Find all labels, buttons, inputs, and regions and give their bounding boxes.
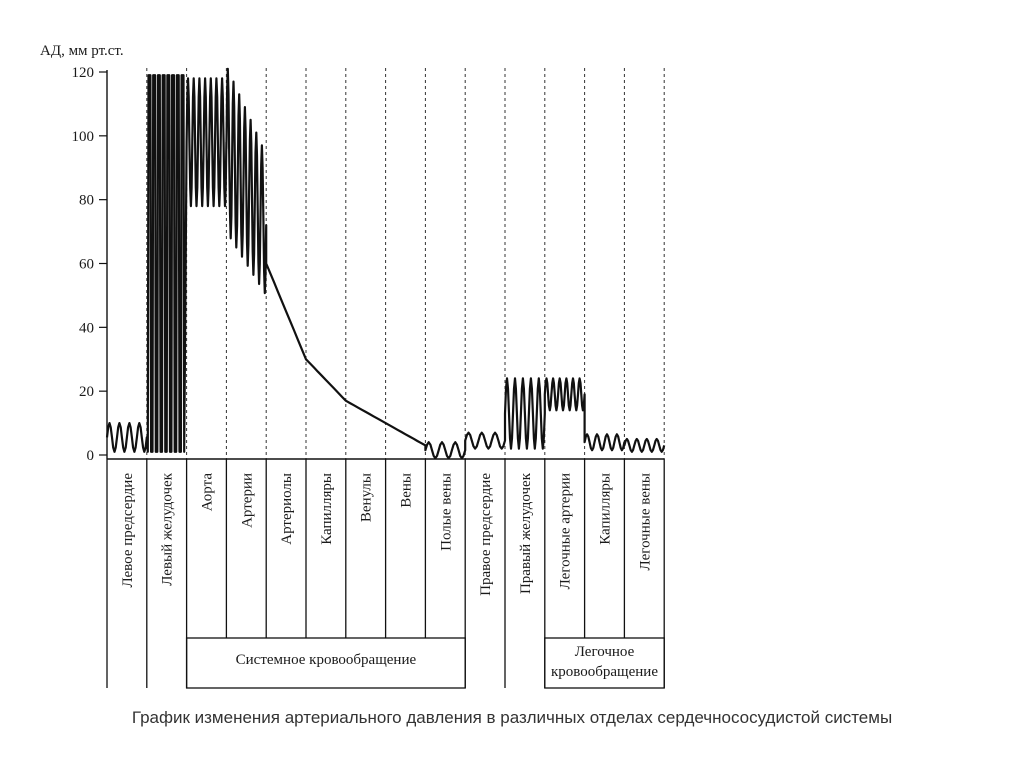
section-label: Венулы xyxy=(358,473,375,523)
y-tick-label: 120 xyxy=(71,65,94,81)
y-tick-label: 0 xyxy=(86,448,94,464)
y-tick-label: 20 xyxy=(79,384,94,401)
section-label: Правый желудочек xyxy=(517,473,534,595)
y-tick-label: 60 xyxy=(79,256,94,273)
section-label: Легочные вены xyxy=(637,473,654,571)
section-table xyxy=(107,459,664,688)
section-label: Капилляры xyxy=(318,473,335,545)
group-label: кровообращение xyxy=(551,664,658,680)
section-label: Аорта xyxy=(199,473,216,512)
figure-caption: График изменения артериального давления в различных отделах сердечнососудистой системы xyxy=(131,708,893,727)
section-label: Вены xyxy=(398,473,415,508)
section-label: Легочные артерии xyxy=(557,473,574,590)
section-label: Артерии xyxy=(239,473,256,528)
y-tick-label: 40 xyxy=(79,320,94,337)
section-label: Левое предсердие xyxy=(119,473,136,588)
y-tick-label: 100 xyxy=(71,128,94,145)
axes xyxy=(72,65,108,464)
section-label: Левый желудочек xyxy=(159,473,176,586)
section-label: Капилляры xyxy=(597,473,614,545)
y-axis-label: АД, мм рт.ст. xyxy=(40,43,124,59)
section-label: Полые вены xyxy=(438,473,455,551)
section-label: Правое предсердие xyxy=(478,473,495,596)
group-label: Легочное xyxy=(574,644,635,660)
section-label: Артериолы xyxy=(279,473,296,545)
group-label: Системное кровообращение xyxy=(235,652,417,668)
y-tick-label: 80 xyxy=(79,192,94,209)
